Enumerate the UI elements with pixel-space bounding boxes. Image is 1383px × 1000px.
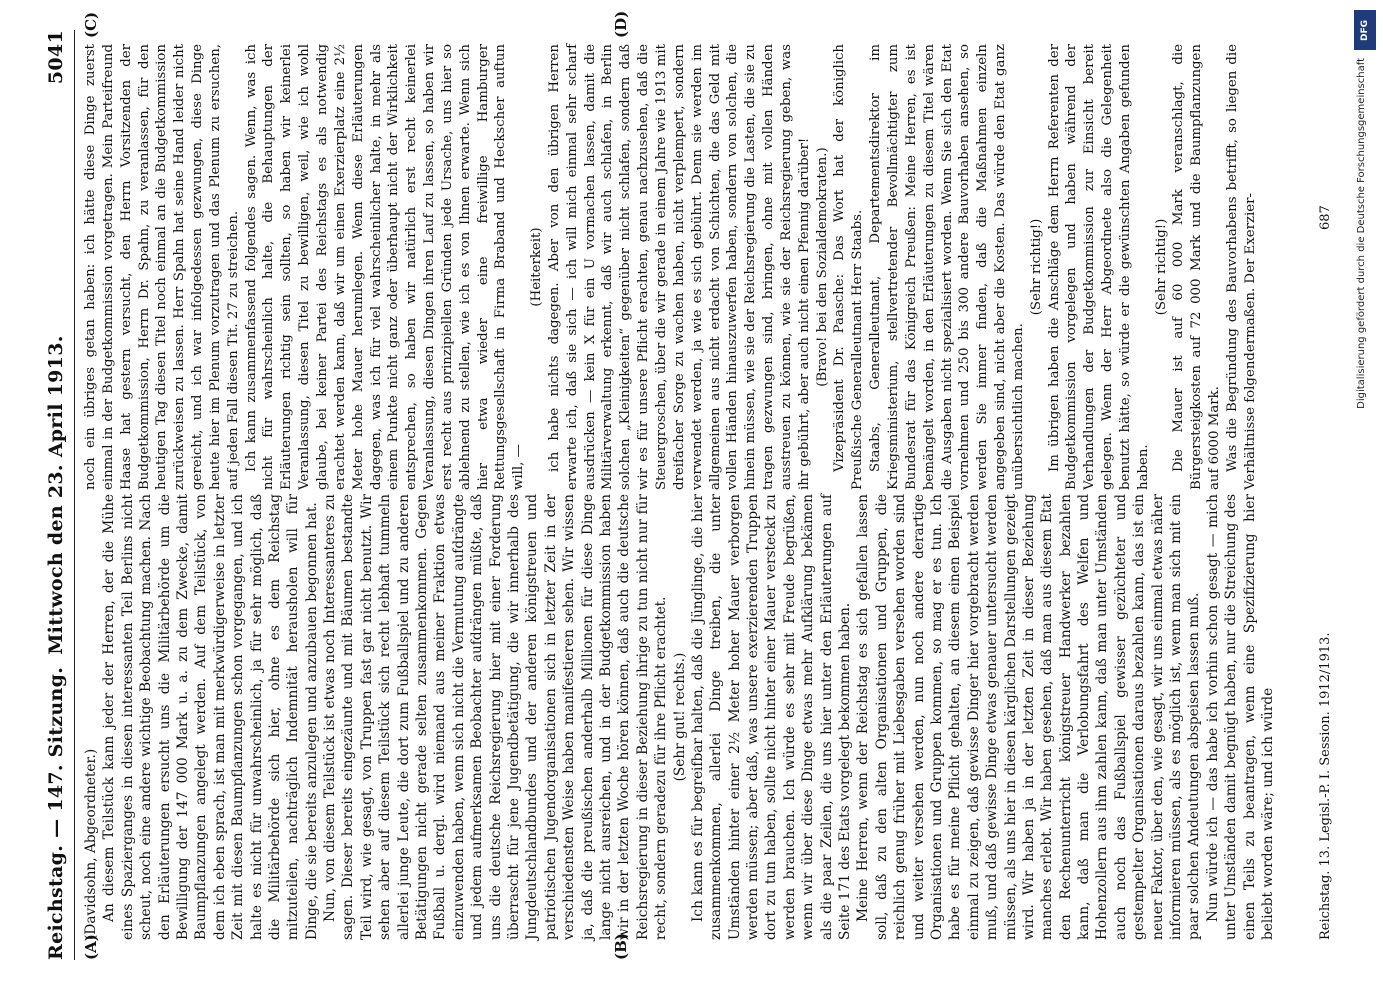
margin-marker-b: (B): [612, 933, 630, 960]
paragraph: Die Mauer ist auf 60 000 Mark veranschlagt, die Bürgersteigkosten auf 72 000 Mark und die Baumpflanzungen auf 6000 Mark.: [1171, 44, 1223, 490]
digitization-credit: [1352, 10, 1378, 990]
paragraph: (Heiterkeit): [529, 227, 545, 307]
footer-session-info: Reichstag. 13. Legisl.-P. I. Session. 1912/1913.: [1318, 632, 1333, 940]
header-session: Reichstag. — 147. Sitzung.: [45, 666, 67, 960]
page-number: 5041: [45, 30, 67, 85]
paragraph: Meine Herren, wenn der Reichstag es sich gefallen lassen soll, daß zu den alten Organisationen und Gruppen, die reichlich genug früher mit Liebesgaben versehen worden sind und weiter versehen werden, nun noch andere derartige Organisationen und Gruppen kommen, so mag er es tun. Ich habe es für meine Pflicht gehalten, an diesem einen Beispiel einmal zu zeigen, daß gewisse Dinger hier vorgebracht werden muß, und daß gewisse Dinge etwas genauer untersucht werden müssen, als uns hier in diesen kärglichen Darstellungen gezeigt wird. Wir haben ja in der letzten Zeit in dieser Beziehung manches erlebt. Wir haben gesehen, daß man aus diesem Etat den Rechenunterricht königstreuer Handwerker bezahlen kann, daß man die Verlobungsfahrt des Welfen und Hohenzollern aus ihm zahlen kann, daß man unter Umständen auch noch das Fußballspiel gewisser gezüchteter und gestempelter Organisationen daraus bezahlen kann, das ist ein neuer Faktor, über den, wie gesagt, wir uns einmal etwas näher informieren müssen, als es möglich ist, wenn man sich mit ein paar solchen Andeutungen abspeisen lassen muß.: [855, 494, 1203, 940]
paragraph: (Sehr richtig!): [1028, 218, 1044, 316]
paragraph: Ich kann es für begreifbar halten, daß die Jünglinge, die hier zusammenkommen, allerlei Dinge treiben, die unter Umständen hinter einer 2½ Meter hoher Mauer verborgen werden müssen; aber daß, was unsere exerzierenden Truppen dort zu tun haben, sollte nicht hinter einer Mauer versteckt zu werden brauchen. Ich würde es sehr mit Freude begrüßen, wenn wir über diese Dinge etwas mehr Aufklärung bekämen als die paar Zeilen, die uns hier unter den Erläuterungen auf Seite 171 des Etats vorgelegt bekommen haben.: [689, 494, 854, 940]
paragraph: (Bravo! bei den Sozialdemokraten.): [814, 147, 830, 387]
dfg-logo: DFG: [1354, 10, 1376, 50]
paragraph: An diesem Teilstück kann jeder der Herren, der die Mühe eines Spazierganges in diesen interessanten Teil Berlins nicht scheut, noch eine andere wichtige Beobachtung machen. Nach den Erläuterungen ersucht uns die Militärbehörde um die Bewilligung der 147 000 Mark u. a. zu dem Zwecke, damit Baumpflanzungen angelegt werden. Auf dem Teilstück, von dem ich eben sprach, ist man mit merkwürdigerweise in letzter Zeit mit diesen Baumpflanzungen schon vorgegangen, und ich halte es nicht für unwahrscheinlich, ja für sehr möglich, daß die Militärbehörde sich hier, ohne es dem Reichstag mitzuteilen, nachträglich Indemnität herausholen will für Dinge, die sie bereits anzulegen und anzubauen begonnen hat.: [101, 494, 320, 940]
paragraph: (Sehr gut! rechts.): [671, 652, 688, 782]
margin-marker-d: (D): [612, 10, 630, 38]
paragraph: Vizepräsident Dr. Paasche: Das Wort hat der königlich Preußische Generalleutnant Herr Staabs.: [832, 44, 866, 490]
credit-text: Digitalisierung gefördert durch die Deutsche Forschungsgemeinschaft: [1356, 58, 1367, 409]
paragraph: ich habe nichts dagegen. Aber von den übrigen Herren erwarte ich, daß sie sich — ich will mich einmal sehr scharf ausdrücken — kein X für ein U vormachen lassen, damit die Militärverwaltung erkennt, daß wir auch schlafen, in Berlin solchen „Kleinigkeiten“ gegenüber nicht schlafen, sondern daß wir es für unsere Pflicht erachten, genau nachzusehen, daß die Steuergroschen, über die wir gerade in einem Jahre wie 1913 mit dreifacher Sorge zu wachen haben, nicht verplempert, sondern verwendet werden, ja wie es sich gebührt. Denn sie werden im allgemeinen aus nicht erdacht von Schichten, die das Geld mit vollen Händen hinauszuwerfen haben, sondern von solchen, die hinein müssen, wie sie der Reichsregierung die Lasten, die sie zu tragen gezwungen sind, bringen, ohne mit vollen Händen ausstreuen zu können, wie sie der Reichsregierung geben, was ihr gebührt, aber auch nicht einen Pfennig darüber!: [546, 44, 812, 490]
paragraph: Nun, von diesem Teilstück ist etwas noch Interessanteres zu sagen. Dieser bereits eingezäunte und mit Bäumen bestandte Teil wird, wie gesagt, von Truppen fast gar nicht benutzt. Wir sehen aber auf diesem Teilstück sich recht lebhaft tummeln allerlei junge Leute, die dort zum Fußballspiel und zu anderen Betätigungen nicht gerade selten zusammenkommen. Gegen Fußball u. dergl. wird niemand aus meiner Fraktion etwas einzuwenden haben, wenn sich nicht die Vermutung aufdrängte und jedem aufmerksamen Beobachter aufdrängen müßte, daß uns die deutsche Reichsregierung hier mit einer Forderung überrascht für jene Jugendbetätigung, die wir innerhalb des Jungdeutschlandbundes und der anderen königstreuen und patriotischen Jugendorganisationen sich in letzter Zeit in der verschiedensten Weise haben manifestieren sehen. Wir wissen ja, daß die preußischen anderhalb Millionen für diese Dinge lange nicht ausreichen, und in der Budgetkommission haben wir in der letzten Woche hören können, daß auch die deutsche Reichsregierung in dieser Beziehung ihrige zu tun nicht nur für recht, sondern geradezu für ihre Pflicht erachtet.: [322, 494, 670, 940]
paragraph: Nun würde ich — das habe ich vorhin schon gesagt — mich unter Umständen damit begnügt haben, nur die Streichung des einen Teils zu beantragen, wenn eine Spezifizierung hier beliebt worden wäre; und ich würde: [1204, 494, 1276, 940]
margin-marker-a: (A): [82, 934, 100, 960]
right-text-column: [82, 44, 1260, 490]
left-text-column: [82, 494, 1277, 940]
header-date: Mittwoch den 23. April 1913.: [45, 335, 67, 655]
paragraph: Im übrigen haben die Anschläge dem Herrn Referenten der Budgetkommission vorgelegen und haben während der Verhandlungen der Budgetkommission zur Einsicht bereit gelegen. Wenn der Herr Abgeordnete also die Gelegenheit benutzt hätte, so würde er die gewünschten Angaben gefunden haben.: [1046, 44, 1151, 490]
paragraph: Staabs, Generalleutnant, Departementsdirektor im Kriegsministerium, stellvertretender Bevollmächtigter zum Bundesrat für das Königreich Preußen: Meine Herren, es ist bemängelt worden, in den Erläuterungen zu diesem Titel wären die Ausgaben nicht spezialisiert worden. Wenn Sie sich den Etat vornehmen und 250 bis 300 andere Bauvorhaben ansehen, so werden Sie immer finden, daß die Maßnahmen einzeln angegeben sind, nicht aber die Kosten. Das würde den Etat ganz unübersichtlich machen.: [868, 44, 1026, 490]
footer-page-number: 687: [1318, 205, 1333, 230]
paragraph: (Sehr richtig!): [1153, 218, 1169, 316]
running-header: [45, 30, 71, 960]
paragraph: Was die Begründung des Bauvorhabens betrifft, so liegen die Verhältnisse folgendermaßen. Der Exerzier-: [1225, 44, 1258, 490]
margin-marker-c: (C): [82, 11, 100, 38]
header-rule: [74, 30, 75, 960]
paragraph: Ich kann zusammenfassend folgendes sagen. Wenn, was ich nicht für wahrscheinlich halte, die Behauptungen der Erläuterungen richtig sein sollten, so haben wir keinerlei Veranlassung, diesen Titel zu bewilligen, weil, wie ich wohl glaube, bei keiner Partei des Reichstags es als notwendig erachtet werden kann, daß wir um einen Exerzierplatz eine 2½ Meter hohe Mauer herumlegen. Wenn diese Erläuterungen dagegen, was ich für viel wahrscheinlicher halte, in mehr als einem Punkte nicht ganz oder überhaupt nicht der Wirklichkeit entsprechen, so haben wir natürlich erst recht keinerlei Veranlassung, diesen Dingen ihren Lauf zu lassen, so haben wir erst recht aus prinzipiellen Gründen jede Ursache, uns hier so ablehnend zu stellen, wie ich es von Ihnen erwarte. Wenn sich hier etwa wieder eine freiwillige Hamburger Rettungsgesellschaft in Firma Braband und Heckscher auftun will, —: [243, 44, 527, 490]
paragraph: (Davidsohn, Abgeordneter.): [83, 748, 99, 940]
paragraph: noch ein übriges getan haben: ich hätte diese Dinge zuerst einmal in der Budgetkommission vorgetragen. Mein Parteifreund Haase hat gestern versucht, den Herrn Vorsitzenden der Budgetkommission, Herrn Dr. Spahn, zu veranlassen, für den heutigen Tag diesen Titel noch einmal an die Budgetkommission zurückweisen zu lassen. Herr Spahn hat seine Hand leider nicht gereicht, und ich war infolgedessen gezwungen, diese Dinge heute hier im Plenum vorzutragen und das Plenum zu ersuchen, auf jeden Fall diesen Tit. 27 zu streichen.: [83, 44, 241, 490]
